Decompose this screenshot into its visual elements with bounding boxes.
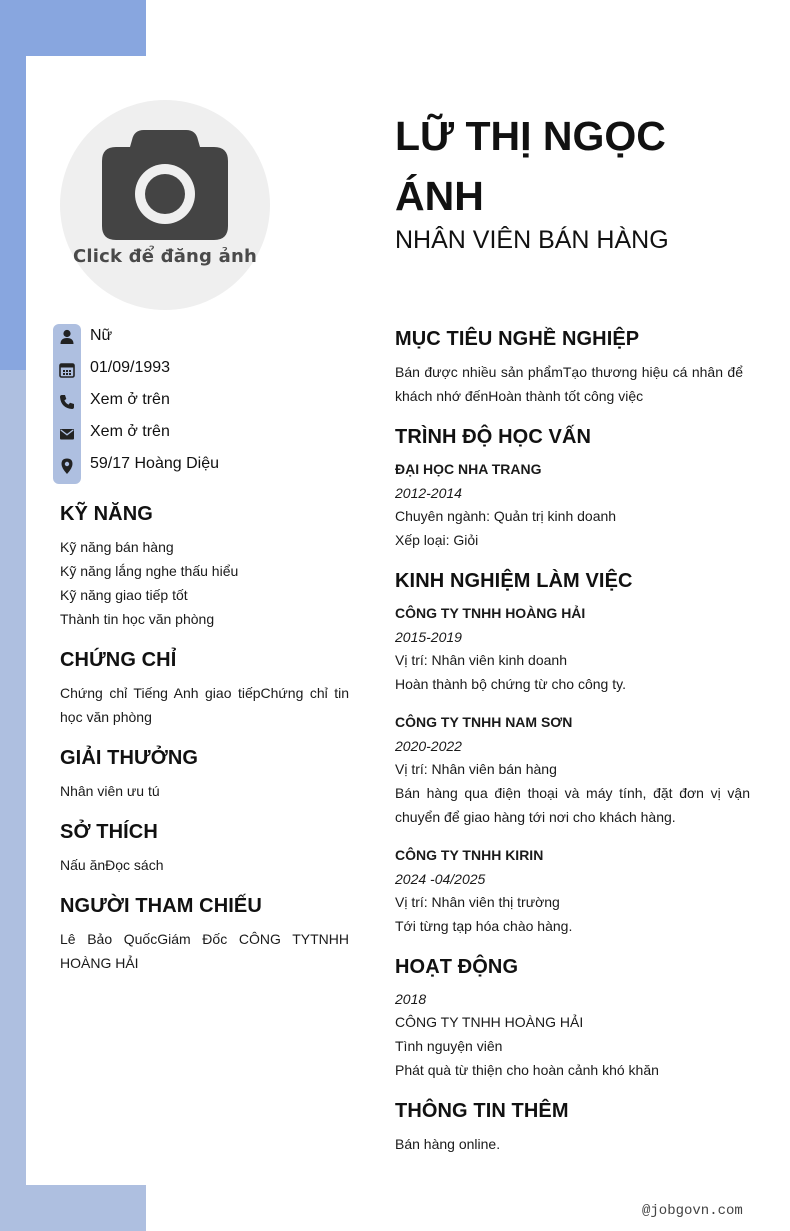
decor-left-strip [0,370,26,1231]
awards-text: Nhân viên ưu tú [60,783,160,799]
awards-title: GIẢI THƯỞNG [60,747,199,769]
references-title: NGƯỜI THAM CHIẾU [60,895,262,917]
education-major: Chuyên ngành: Quản trị kinh doanh [395,508,617,524]
certificates-text: Chứng chỉ Tiếng Anh giao tiếpChứng chỉ tin học văn phòng [60,685,349,725]
education-period: 2012-2014 [395,485,462,501]
watermark: @jobgovn.com [642,1203,743,1219]
job-position: Vị trí: Nhân viên kinh doanh [395,652,567,668]
candidate-name-line1: LỮ THỊ NGỌC [395,113,666,159]
contact-birthday: 01/09/1993 [90,359,171,376]
objective-text: Bán được nhiều sản phẩmTạo thương hiệu cá nhân để khách nhớ đếnHoàn thành tốt công việc [395,364,743,404]
activity-description: Phát quà từ thiện cho hoàn cảnh khó khăn [395,1062,659,1078]
job-company: CÔNG TY TNHH NAM SƠN [395,714,573,730]
education-school: ĐẠI HỌC NHA TRANG [395,461,542,477]
job-period: 2024 -04/2025 [395,871,486,887]
skill-item: Kỹ năng lắng nghe thấu hiểu [60,563,239,579]
skill-item: Kỹ năng giao tiếp tốt [60,587,188,603]
extra-info-text: Bán hàng online. [395,1136,501,1152]
contact-gender: Nữ [90,327,113,344]
hobbies-title: SỞ THÍCH [60,821,158,843]
job-description: Tới từng tạp hóa chào hàng. [395,918,573,934]
certificates-title: CHỨNG CHỈ [60,649,177,671]
experience-title: KINH NGHIỆM LÀM VIỆC [395,570,633,592]
email-icon [58,425,76,443]
camera-icon [102,130,228,240]
candidate-name-line2: ÁNH [395,173,484,219]
education-title: TRÌNH ĐỘ HỌC VẤN [395,426,592,448]
candidate-role: NHÂN VIÊN BÁN HÀNG [395,226,669,254]
calendar-icon [58,361,76,379]
person-icon [58,328,76,346]
job-company: CÔNG TY TNHH KIRIN [395,847,544,863]
job-description: Bán hàng qua điện thoại và máy tính, đặt đơn vị vận chuyển để giao hàng tới nơi cho khách hàng. [395,785,750,825]
phone-icon [58,393,76,411]
job-position: Vị trí: Nhân viên bán hàng [395,761,557,777]
decor-bottom-blue-block [0,1185,146,1231]
objective-title: MỤC TIÊU NGHỀ NGHIỆP [395,328,640,350]
skill-item: Thành tin học văn phòng [60,611,215,627]
job-company: CÔNG TY TNHH HOÀNG HẢI [395,605,586,621]
education-grade: Xếp loại: Giỏi [395,532,479,548]
activity-role: Tình nguyện viên [395,1038,503,1054]
job-position: Vị trí: Nhân viên thị trường [395,894,560,910]
activity-year: 2018 [395,991,427,1007]
skill-item: Kỹ năng bán hàng [60,539,174,555]
skills-title: KỸ NĂNG [60,503,153,525]
activities-title: HOẠT ĐỘNG [395,956,519,978]
contact-email: Xem ở trên [90,423,170,440]
job-description: Hoàn thành bộ chứng từ cho công ty. [395,676,626,692]
job-period: 2020-2022 [395,738,462,754]
hobbies-text: Nấu ănĐọc sách [60,857,164,873]
photo-upload-label: Click để đăng ảnh [73,246,257,267]
job-period: 2015-2019 [395,629,462,645]
candidate-name [395,106,745,226]
activity-organization: CÔNG TY TNHH HOÀNG HẢI [395,1014,584,1030]
location-pin-icon [58,457,76,475]
contact-phone: Xem ở trên [90,391,170,408]
references-text: Lê Bảo QuốcGiám Đốc CÔNG TYTNHH HOÀNG HẢI [60,931,349,971]
contact-address: 59/17 Hoàng Diệu [90,455,219,472]
photo-upload[interactable] [60,100,270,310]
extra-info-title: THÔNG TIN THÊM [395,1100,569,1122]
